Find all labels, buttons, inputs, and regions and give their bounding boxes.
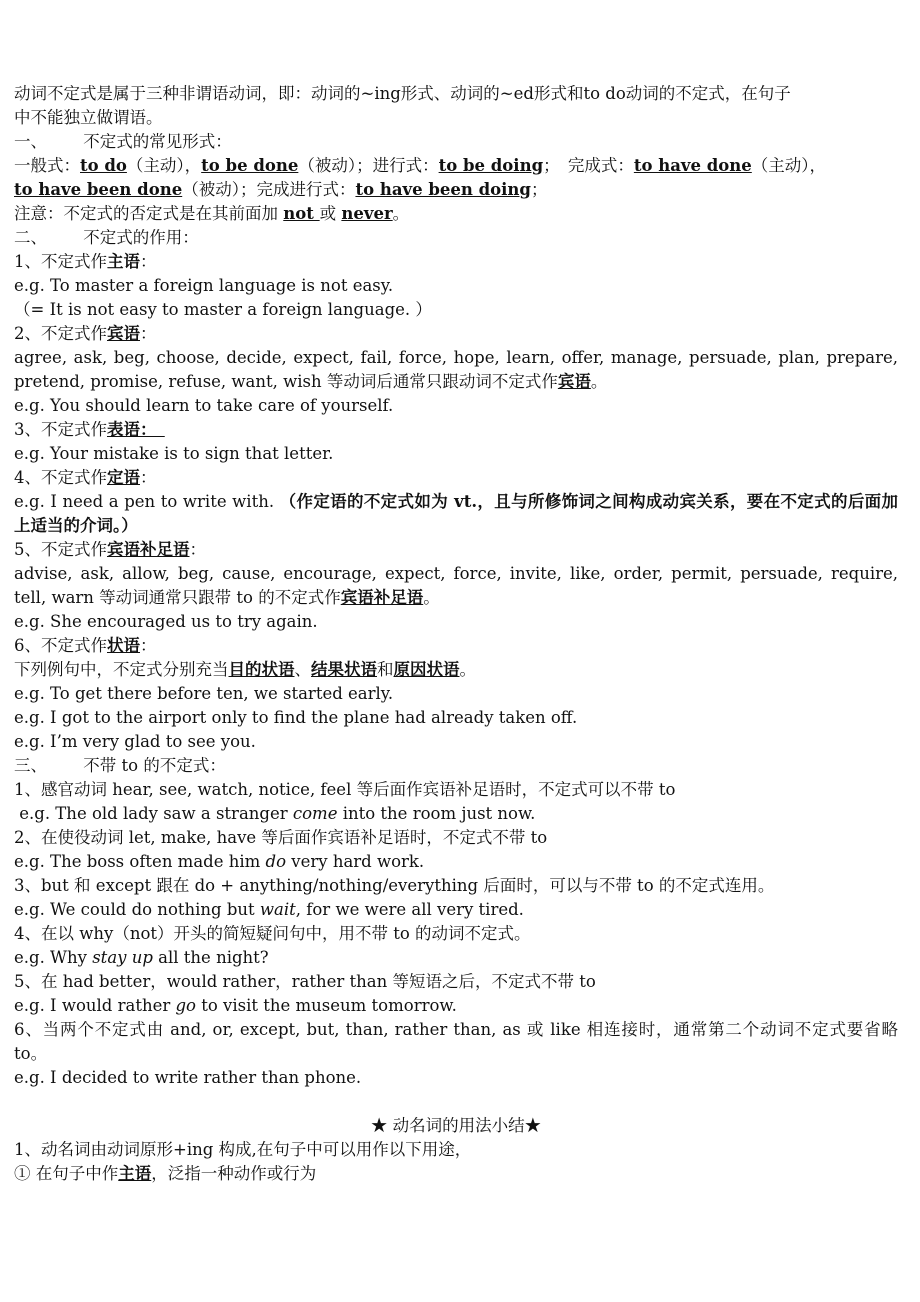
item-5-heading	[14, 538, 898, 562]
item-key: 表语：	[107, 420, 157, 439]
italic-verb: wait	[259, 900, 296, 919]
point-text: ，泛指一种动作或行为	[151, 1164, 317, 1183]
forms-line-2	[14, 178, 898, 202]
example-line	[14, 802, 898, 826]
example-line: e.g. I’m very glad to see you.	[14, 732, 256, 751]
item-label: 2、不定式作	[14, 324, 107, 343]
section-number: 一、	[14, 132, 47, 151]
punct: 。	[590, 372, 608, 391]
example-line: （= It is not easy to master a foreign language. ）	[14, 300, 432, 319]
punct: 。	[423, 588, 440, 607]
form-to-have-done: to have done	[633, 156, 752, 175]
note-not: not	[283, 204, 320, 223]
document-page	[14, 82, 898, 1186]
attributive-example	[14, 490, 898, 538]
verb-list: advise, ask, allow, beg, cause, encourage, expect, force, invite, like, order, permit, persuade, require, tell, warn 等动词通常只跟带 to 的不定式作	[14, 564, 898, 607]
example-line: e.g. I decided to write rather than phone.	[14, 1068, 362, 1087]
item-1-heading	[14, 250, 898, 274]
note-text: 注意：不定式的否定式是在其前面加	[14, 204, 284, 223]
section-3-heading	[14, 754, 898, 778]
intro-text: 动词不定式是属于三种非谓语动词，即：动词的~ing形式、动词的~ed形式和to do动词的不定式，在句子	[14, 84, 791, 103]
item-2-heading	[14, 322, 898, 346]
verb-list: agree, ask, beg, choose, decide, expect, fail, force, hope, learn, offer, manage, persuade, plan, prepare, pretend, promise, refuse, want, wish 等动词后通常只跟动词不定式作	[14, 348, 898, 391]
purpose-adverbial: 目的状语	[228, 660, 295, 679]
intro-text-2: 中不能独立做谓语。	[14, 108, 163, 127]
item-label: ：	[140, 636, 157, 655]
rule-line: 2、在使役动词 let, make, have 等后面作宾语补足语时，不定式不带 to	[14, 828, 548, 847]
form-to-have-been-doing: to have been doing	[355, 180, 531, 199]
example-line: e.g. I got to the airport only to find the plane had already taken off.	[14, 708, 578, 727]
verb-list-paragraph-2	[14, 562, 898, 610]
example-text: , for we were all very tired.	[295, 900, 524, 919]
result-adverbial: 结果状语	[311, 660, 377, 679]
verb-list-paragraph	[14, 346, 898, 394]
rule-paragraph: 6、当两个不定式由 and, or, except, but, than, rather than, as 或 like 相连接时，通常第二个动词不定式要省略 to。	[14, 1020, 898, 1063]
form-to-have-been-done: to have been done	[14, 180, 183, 199]
desc-text: 、	[294, 660, 311, 679]
item-key: 主语	[118, 1164, 152, 1183]
item-label: 3、不定式作	[14, 420, 107, 439]
item-label: 1、不定式作	[14, 252, 107, 271]
section-number: 二、	[14, 228, 47, 247]
example-text: very hard work.	[286, 852, 425, 871]
example-line	[14, 946, 898, 970]
example-text: e.g. The old lady saw a stranger	[14, 804, 293, 823]
rule-line: 1、感官动词 hear, see, watch, notice, feel 等后面作宾语补足语时，不定式可以不带 to	[14, 780, 676, 799]
item-key: 宾语	[107, 324, 140, 343]
italic-verb: go	[175, 996, 196, 1015]
item-label: ：	[189, 540, 206, 559]
negation-note	[14, 202, 898, 226]
intro-paragraph	[14, 82, 898, 130]
italic-verb: stay up	[92, 948, 153, 967]
item-label: ：	[140, 252, 157, 271]
example-line: e.g. To master a foreign language is not easy.	[14, 276, 394, 295]
gerund-section-title: ★ 动名词的用法小结★	[370, 1116, 542, 1135]
example-text: e.g. I need a pen to write with.	[14, 492, 280, 511]
desc-text: 下列例句中，不定式分别充当	[14, 660, 229, 679]
label: （主动），	[126, 156, 202, 175]
item-key: 状语	[107, 636, 140, 655]
note-never: never	[341, 204, 393, 223]
section-1-heading	[14, 130, 898, 154]
example-line: e.g. To get there before ten, we started early.	[14, 684, 394, 703]
cause-adverbial: 原因状语	[393, 660, 460, 679]
gerund-intro: 1、动名词由动词原形+ing 构成,在句子中可以用作以下用途，	[14, 1140, 472, 1159]
item-label: ：	[140, 324, 157, 343]
example-line	[14, 850, 898, 874]
gerund-point-1	[14, 1162, 898, 1186]
rule-line: 5、在 had better，would rather，rather than 等短语之后，不定式不带 to	[14, 972, 596, 991]
point-text: ① 在句子中作	[14, 1164, 119, 1183]
item-key: 主语	[107, 252, 140, 271]
form-to-be-done: to be done	[201, 156, 299, 175]
italic-verb: do	[265, 852, 287, 871]
example-line: e.g. You should learn to take care of yourself.	[14, 396, 394, 415]
label: （主动），	[751, 156, 827, 175]
label: ； 完成式：	[543, 156, 634, 175]
label: 一般式：	[14, 156, 80, 175]
example-text: all the night?	[152, 948, 269, 967]
item-key: 定语	[107, 468, 140, 487]
item-label: 4、不定式作	[14, 468, 107, 487]
section-number: 三、	[14, 756, 47, 775]
item-key: 宾语补足语	[107, 540, 190, 559]
example-text: e.g. We could do nothing but	[14, 900, 260, 919]
item-key: 宾语补足语	[340, 588, 424, 607]
item-label: 6、不定式作	[14, 636, 107, 655]
section-title: 不带 to 的不定式：	[83, 756, 226, 775]
item-6-heading	[14, 634, 898, 658]
rule-line: 3、but 和 except 跟在 do + anything/nothing/everything 后面时，可以与不带 to 的不定式连用。	[14, 876, 775, 895]
rule-line: 4、在以 why（not）开头的简短疑问句中，用不带 to 的动词不定式。	[14, 924, 531, 943]
form-to-be-doing: to be doing	[438, 156, 544, 175]
label: ；	[530, 180, 548, 199]
label: （被动）；完成进行式：	[182, 180, 356, 199]
label: （被动）；进行式：	[298, 156, 439, 175]
example-line: e.g. She encouraged us to try again.	[14, 612, 318, 631]
example-line: e.g. Your mistake is to sign that letter.	[14, 444, 334, 463]
note-text: 。	[392, 204, 410, 223]
forms-line-1	[14, 154, 898, 178]
example-line	[14, 898, 898, 922]
example-text: e.g. Why	[14, 948, 93, 967]
section-2-heading	[14, 226, 898, 250]
example-text: into the room just now.	[337, 804, 536, 823]
item-label: ：	[140, 468, 157, 487]
form-to-do: to do	[80, 156, 127, 175]
example-text: e.g. The boss often made him	[14, 852, 266, 871]
example-text: e.g. I would rather	[14, 996, 176, 1015]
item-key: 宾语	[557, 372, 591, 391]
note-text: 或	[319, 204, 342, 223]
example-text: to visit the museum tomorrow.	[195, 996, 457, 1015]
italic-verb: come	[292, 804, 338, 823]
item-4-heading	[14, 466, 898, 490]
bold-note: （作定语的不定式如为 vt.，且与所修饰词之间构成动宾关系，要在不定式的后面加上适当的介词。）	[14, 492, 898, 535]
adverbial-desc	[14, 658, 898, 682]
item-label: 5、不定式作	[14, 540, 107, 559]
section-title: 不定式的作用：	[83, 228, 199, 247]
desc-text: 。	[459, 660, 476, 679]
desc-text: 和	[377, 660, 394, 679]
example-line	[14, 994, 898, 1018]
item-3-heading	[14, 418, 898, 442]
section-title: 不定式的常见形式：	[83, 132, 232, 151]
